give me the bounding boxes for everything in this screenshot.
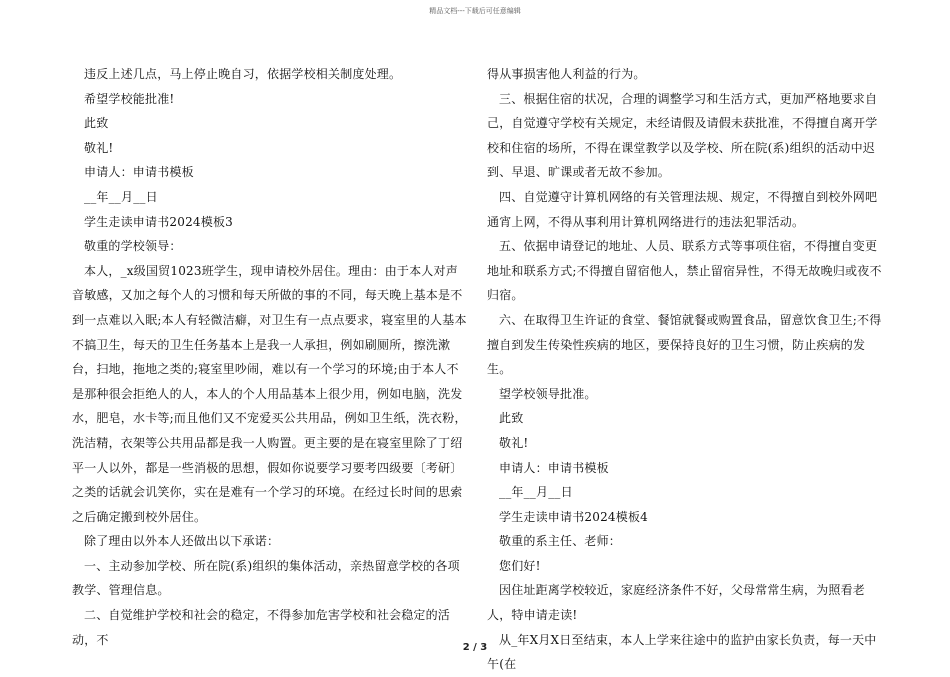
paragraph: 此致 (499, 411, 524, 426)
paragraph: 望学校领导批准。 (499, 386, 597, 401)
paragraph: 一、主动参加学校、所在院(系)组织的集体活动，亲热留意学校的各项教学、管理信息。 (72, 558, 460, 598)
paragraph: 申请人：申请书模板 (499, 460, 609, 475)
paragraph: 本人，_x级国贸1023班学生，现申请校外居住。理由：由于本人对声音敏感，又加之每个人的习惯和每天所做的事的不同，每天晚上基本是不到一点难以入眠;本人有轻微洁癖，对卫生有一点点要求，寝室里的人基本不搞卫生，每天的卫生任务基本上是我一人承担，例如刷厕所，擦洗漱台，扫地，拖地之类的;寝室里吵闹，难以有一个学习的环境;由于本人不是那种很会拒绝人的人，本人的个人用品基本上很少用，例如电脑，洗发水，肥皂，水卡等;而且他们又不宠爱买公共用品，例如卫生纸，洗衣粉，洗洁精，衣架等公共用品都是我一人购置。更主要的是在寝室里除了丁绍平一人以外，都是一些消极的思想，假如你说要学习要考四级要〔考研〕之类的话就会讥笑你，实在是难有一个学习的环境。在经过长时间的思索之后确定搬到校外居住。 (72, 263, 467, 524)
paragraph: __年__月__日 (499, 485, 573, 500)
paragraph: 四、自觉遵守计算机网络的有关管理法规、规定，不得擅自到校外网吧通宵上网，不得从事利用计算机网络进行的违法犯罪活动。 (487, 189, 878, 229)
paragraph: 三、根据住宿的状况，合理的调整学习和生活方式，更加严格地要求自己，自觉遵守学校有关规定，未经请假及请假未获批准，不得擅自离开学校和住宿的场所，不得在课堂教学以及学校、所在院(系)组织的活动中迟到、早退、旷课或者无故不参加。 (487, 91, 878, 180)
paragraph: 得从事损害他人利益的行为。 (487, 67, 646, 81)
page-header: 精品文档---下载后可任意编辑 (429, 7, 521, 15)
paragraph: 此致 (84, 116, 109, 131)
paragraph: 因住址距离学校较近，家庭经济条件不好，父母常常生病，为照看老人，特申请走读! (487, 583, 866, 623)
right-column (487, 62, 882, 677)
paragraph: 敬重的学校领导： (84, 239, 182, 254)
paragraph: 二、自觉维护学校和社会的稳定，不得参加危害学校和社会稳定的活动，不 (72, 608, 451, 647)
paragraph: 除了理由以外本人还做出以下承诺： (84, 534, 280, 549)
paragraph: 六、在取得卫生许证的食堂、餐馆就餐或购置食品，留意饮食卫生;不得擅自到发生传染性疾病的地区，要保持良好的卫生习惯，防止疾病的发生。 (487, 312, 882, 377)
paragraph: 学生走读申请书2024模板3 (84, 214, 233, 229)
paragraph: 违反上述几点，马上停止晚自习，依据学校相关制度处理。 (84, 67, 402, 81)
paragraph: 敬礼! (499, 435, 529, 450)
paragraph: 敬礼! (84, 140, 114, 155)
paragraph: 申请人：申请书模板 (84, 165, 194, 180)
paragraph: 五、依据申请登记的地址、人员、联系方式等事项住宿，不得擅自变更地址和联系方式;不得擅自留宿他人，禁止留宿异性，不得无故晚归或夜不归宿。 (487, 239, 882, 303)
page-number: 2 / 3 (462, 642, 488, 653)
paragraph: 您们好! (499, 558, 541, 573)
paragraph: 希望学校能批准! (84, 91, 175, 106)
paragraph: 学生走读申请书2024模板4 (499, 509, 648, 524)
paragraph: 敬重的系主任、老师： (499, 534, 622, 549)
paragraph: 从_年X月X日至结束，本人上学来往途中的监护由家长负责，每一天中午(在 (487, 632, 877, 672)
left-column (72, 62, 467, 652)
paragraph: __年__月__日 (84, 189, 158, 204)
